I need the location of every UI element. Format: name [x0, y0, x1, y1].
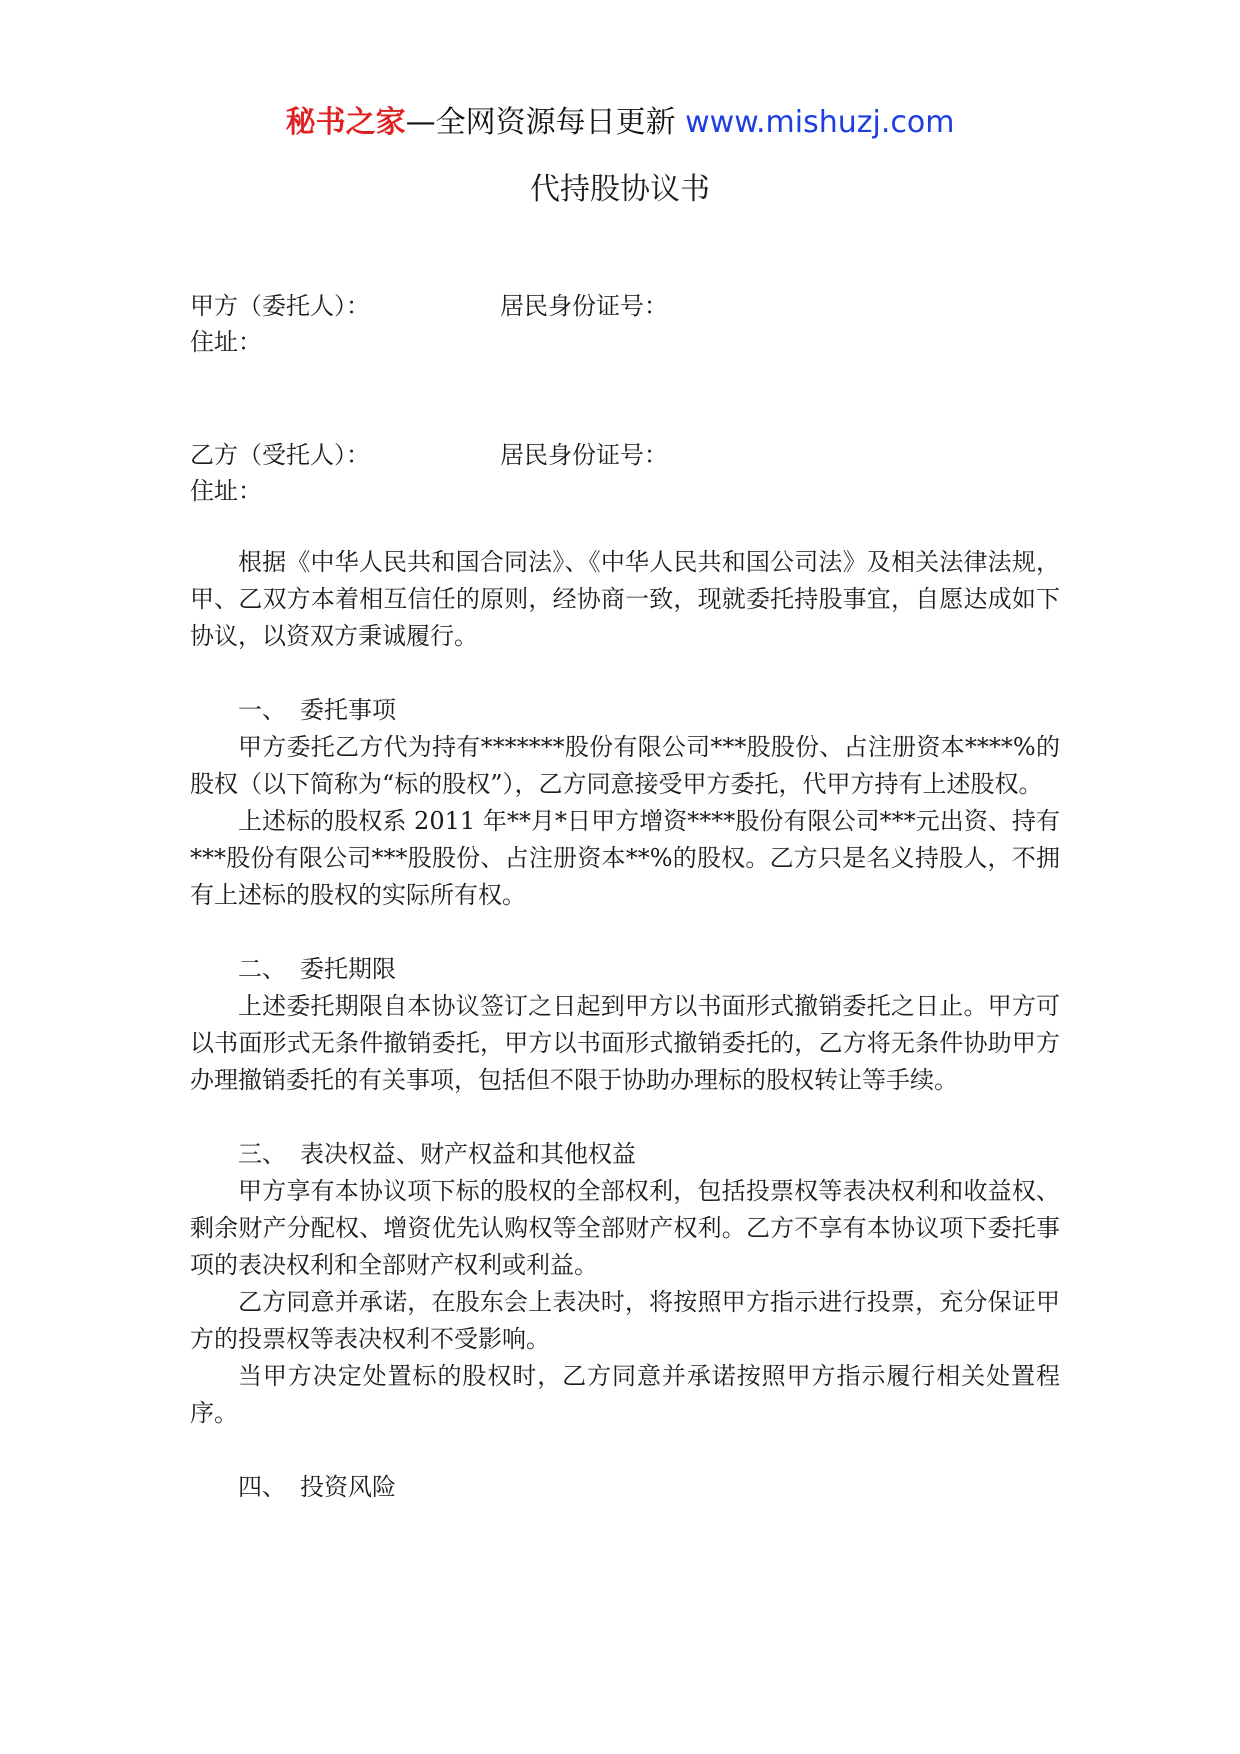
agreement-body — [190, 544, 1060, 1506]
party-a-address-line — [190, 324, 262, 360]
section-1-heading — [190, 692, 1060, 729]
party-b-line — [190, 437, 668, 473]
section-4-number: 四、 — [238, 1473, 286, 1501]
spacer — [190, 655, 1060, 692]
section-3-paragraph: 甲方享有本协议项下标的股权的全部权利，包括投票权等表决权利和收益权、剩余财产分配权、增资优先认购权等全部财产权利。乙方不享有本协议项下委托事项的表决权利和全部财产权利或利益。 — [190, 1177, 1060, 1279]
party-a-label: 甲方（委托人）： — [190, 292, 370, 320]
party-b-address-line — [190, 473, 262, 509]
section-1-paragraph: 上述标的股权系 2011 年**月*日甲方增资****股份有限公司***元出资、持有***股份有限公司***股股份、占注册资本**%的股权。乙方只是名义持股人，不拥有上述标的股权的实际所有权。 — [190, 807, 1060, 909]
banner-slogan: —全网资源每日更新 — [405, 105, 686, 140]
banner-brand: 秘书之家 — [285, 105, 406, 140]
spacer — [190, 1432, 1060, 1469]
site-banner — [0, 103, 1240, 143]
party-b-label: 乙方（受托人）： — [190, 441, 370, 469]
section-3-paragraph: 乙方同意并承诺，在股东会上表决时，将按照甲方指示进行投票，充分保证甲方的投票权等表决权利不受影响。 — [190, 1288, 1060, 1353]
section-2-heading — [190, 951, 1060, 988]
party-b-id-label: 居民身份证号： — [500, 441, 668, 469]
section-3-number: 三、 — [238, 1140, 286, 1168]
section-4-title: 投资风险 — [300, 1473, 396, 1501]
spacer — [190, 914, 1060, 951]
section-3-heading — [190, 1136, 1060, 1173]
spacer — [190, 1099, 1060, 1136]
party-a-id-label: 居民身份证号： — [500, 292, 668, 320]
section-4-heading — [190, 1469, 1060, 1506]
section-2-title: 委托期限 — [300, 955, 396, 983]
party-a-line — [190, 288, 668, 324]
preamble-paragraph: 根据《中华人民共和国合同法》、《中华人民共和国公司法》及相关法律法规，甲、乙双方本着相互信任的原则，经协商一致，现就委托持股事宜，自愿达成如下协议，以资双方秉诚履行。 — [190, 548, 1060, 650]
party-a-address-label: 住址： — [190, 328, 262, 356]
section-1-number: 一、 — [238, 696, 286, 724]
section-2-paragraph: 上述委托期限自本协议签订之日起到甲方以书面形式撤销委托之日止。甲方可以书面形式无条件撤销委托，甲方以书面形式撤销委托的，乙方将无条件协助甲方办理撤销委托的有关事项，包括但不限于协助办理标的股权转让等手续。 — [190, 992, 1060, 1094]
party-b-address-label: 住址： — [190, 477, 262, 505]
section-1-title: 委托事项 — [300, 696, 396, 724]
section-1-paragraph: 甲方委托乙方代为持有*******股份有限公司***股股份、占注册资本****%的股权（以下简称为“标的股权”），乙方同意接受甲方委托，代甲方持有上述股权。 — [190, 733, 1060, 798]
section-3-title: 表决权益、财产权益和其他权益 — [300, 1140, 636, 1168]
document-title: 代持股协议书 — [530, 172, 710, 207]
section-2-number: 二、 — [238, 955, 286, 983]
section-3-paragraph: 当甲方决定处置标的股权时，乙方同意并承诺按照甲方指示履行相关处置程序。 — [190, 1362, 1060, 1427]
banner-url-link[interactable]: www.mishuzj.com — [685, 105, 955, 140]
